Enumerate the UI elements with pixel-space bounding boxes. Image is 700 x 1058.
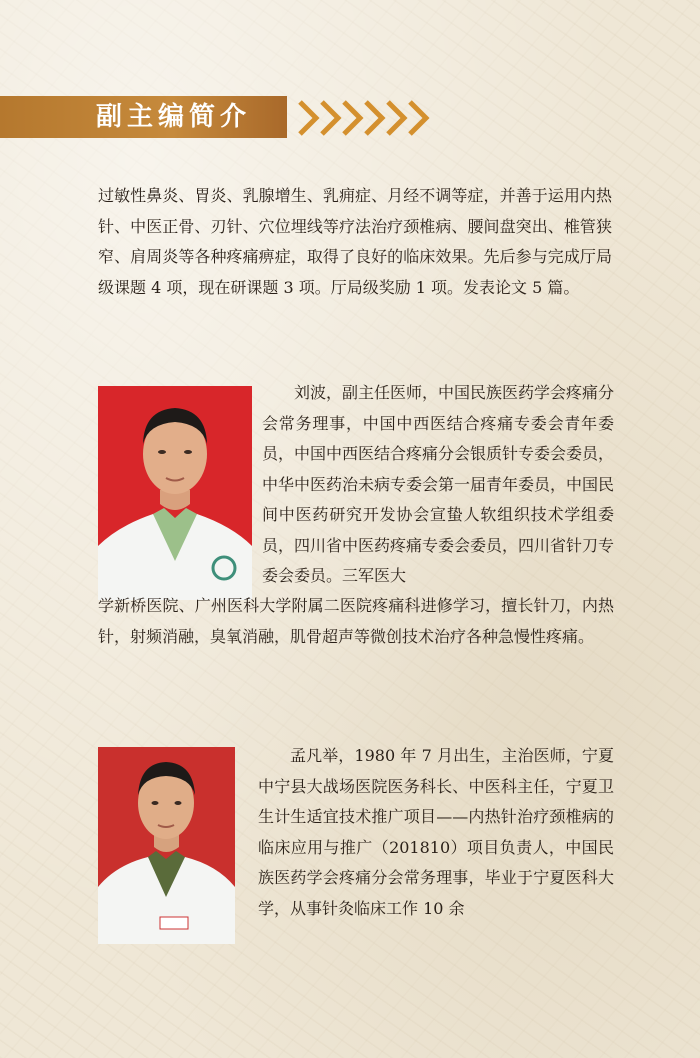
liubo-bio-paragraph: 刘波，副主任医师，中国民族医药学会疼痛分会常务理事，中国中西医结合疼痛专委会青年委员，中国中西医结合疼痛分会银质针专委会委员，中华中医药治未病专委会第一届青年委员，中国民间中医药研究开发协会宣蛰人软组织技术学组委员，四川省中医药疼痛专委会委员，四川省针刀专委会委员。三军医大 [262,383,615,585]
liubo-bio-continued: 学新桥医院、广州医科大学附属二医院疼痛科进修学习，擅长针刀，内热针，射频消融，臭氧消融，肌骨超声等微创技术治疗各种急慢性疼痛。 [98,596,614,646]
portrait-photo-mengfanju [98,747,235,944]
section-title: 副主编简介 [96,102,252,132]
chevron-arrows-icon [296,98,436,138]
portrait-photo-liubo [98,386,252,600]
mengfanju-bio-paragraph: 孟凡举，1980 年 7 月出生，主治医师，宁夏中宁县大战场医院医务科长、中医科主任，宁夏卫生计生适宜技术推广项目——内热针治疗颈椎病的临床应用与推广（201810）项目负责人，中国民族医药学会疼痛分会常务理事，毕业于宁夏医科大学，从事针灸临床工作 10 余 [258,746,614,918]
intro-paragraph: 过敏性鼻炎、胃炎、乳腺增生、乳痈症、月经不调等症，并善于运用内热针、中医正骨、刃针、穴位埋线等疗法治疗颈椎病、腰间盘突出、椎管狭窄、肩周炎等各种疼痛痹症，取得了良好的临床效果。先后参与完成厅局级课题 4 项，现在研课题 3 项。厅局级奖励 1 项。发表论文 5 篇。 [98,186,612,297]
